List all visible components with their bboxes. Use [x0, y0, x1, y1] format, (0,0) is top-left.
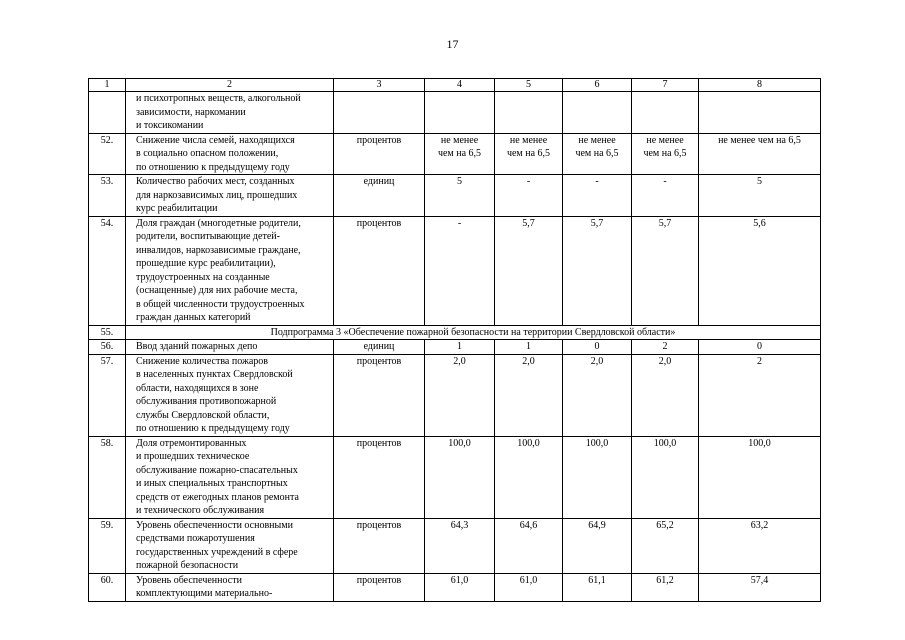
value-cell: 61,0 [495, 573, 563, 601]
indicator-name: Уровень обеспеченности основными средствами пожаротушения государственных учреждений в сфере пожарной безопасности [126, 518, 334, 573]
value-cell: 5,6 [699, 216, 821, 325]
value-cell: 64,3 [425, 518, 495, 573]
header-cell-3: 3 [334, 79, 425, 92]
value-cell: 100,0 [563, 436, 632, 518]
value-cell: 61,2 [632, 573, 699, 601]
value-cell: - [632, 175, 699, 217]
value-cell: 2 [699, 354, 821, 436]
column-number-header-row [89, 79, 821, 92]
value-cell: 0 [563, 340, 632, 355]
value-cell: 5 [699, 175, 821, 217]
value-cell: 2 [632, 340, 699, 355]
value-cell: не менее чем на 6,5 [425, 133, 495, 175]
row-number [89, 92, 126, 134]
value-cell: 5 [425, 175, 495, 217]
row-number: 59. [89, 518, 126, 573]
table-row [89, 133, 821, 175]
indicator-name: Ввод зданий пожарных депо [126, 340, 334, 355]
unit-cell: процентов [334, 436, 425, 518]
value-cell: 5,7 [632, 216, 699, 325]
row-number: 53. [89, 175, 126, 217]
indicator-name: Доля отремонтированных и прошедших техническое обслуживание пожарно-спасательных и иных специальных транспортных средств от ежегодных планов ремонта и технического обслуживания [126, 436, 334, 518]
unit-cell: процентов [334, 133, 425, 175]
value-cell: - [425, 216, 495, 325]
table-row [89, 175, 821, 217]
value-cell: 64,9 [563, 518, 632, 573]
value-cell: 61,1 [563, 573, 632, 601]
value-cell: 64,6 [495, 518, 563, 573]
unit-cell: единиц [334, 175, 425, 217]
table-row [89, 92, 821, 134]
value-cell: 5,7 [563, 216, 632, 325]
value-cell: - [495, 175, 563, 217]
subprogram-row [89, 325, 821, 340]
value-cell: 57,4 [699, 573, 821, 601]
unit-cell: процентов [334, 216, 425, 325]
value-cell: не менее чем на 6,5 [632, 133, 699, 175]
value-cell: 2,0 [495, 354, 563, 436]
row-number: 55. [89, 325, 126, 340]
value-cell: - [563, 175, 632, 217]
table-row [89, 436, 821, 518]
table-row [89, 573, 821, 601]
header-cell-5: 5 [495, 79, 563, 92]
indicators-table [88, 78, 821, 602]
value-cell: 65,2 [632, 518, 699, 573]
value-cell: 0 [699, 340, 821, 355]
header-cell-2: 2 [126, 79, 334, 92]
table-row [89, 340, 821, 355]
row-number: 52. [89, 133, 126, 175]
header-cell-8: 8 [699, 79, 821, 92]
value-cell [632, 92, 699, 134]
value-cell [425, 92, 495, 134]
indicator-name: Доля граждан (многодетные родители, родители, воспитывающие детей- инвалидов, наркозависимые граждане, прошедшие курс реабилитации), трудоустроенных на созданные (оснащенные) для них рабочие места, в общей численности трудоустроенных граждан данных категорий [126, 216, 334, 325]
value-cell: 2,0 [632, 354, 699, 436]
page-number: 17 [446, 37, 459, 51]
indicator-name: Количество рабочих мест, созданных для наркозависимых лиц, прошедших курс реабилитации [126, 175, 334, 217]
value-cell: 100,0 [632, 436, 699, 518]
value-cell: 5,7 [495, 216, 563, 325]
subprogram-title: Подпрограмма 3 «Обеспечение пожарной безопасности на территории Свердловской области» [126, 325, 821, 340]
row-number: 54. [89, 216, 126, 325]
table-row [89, 518, 821, 573]
unit-cell [334, 92, 425, 134]
value-cell: 2,0 [425, 354, 495, 436]
indicator-name: Снижение количества пожаров в населенных пунктах Свердловской области, находящихся в зоне обслуживания противопожарной службы Свердловской области, по отношению к предыдущему году [126, 354, 334, 436]
header-cell-7: 7 [632, 79, 699, 92]
value-cell: не менее чем на 6,5 [563, 133, 632, 175]
row-number: 56. [89, 340, 126, 355]
header-cell-4: 4 [425, 79, 495, 92]
value-cell: не менее чем на 6,5 [495, 133, 563, 175]
value-cell: 61,0 [425, 573, 495, 601]
table-row [89, 354, 821, 436]
value-cell: 100,0 [699, 436, 821, 518]
indicator-name: и психотропных веществ, алкогольной зависимости, наркомании и токсикомании [126, 92, 334, 134]
header-cell-1: 1 [89, 79, 126, 92]
value-cell: 1 [425, 340, 495, 355]
value-cell [563, 92, 632, 134]
row-number: 57. [89, 354, 126, 436]
indicator-name: Уровень обеспеченности комплектующими материально- [126, 573, 334, 601]
row-number: 60. [89, 573, 126, 601]
value-cell: 63,2 [699, 518, 821, 573]
value-cell [495, 92, 563, 134]
value-cell: 100,0 [495, 436, 563, 518]
indicator-name: Снижение числа семей, находящихся в социально опасном положении, по отношению к предыдущему году [126, 133, 334, 175]
header-cell-6: 6 [563, 79, 632, 92]
unit-cell: процентов [334, 573, 425, 601]
unit-cell: процентов [334, 518, 425, 573]
value-cell: не менее чем на 6,5 [699, 133, 821, 175]
value-cell: 100,0 [425, 436, 495, 518]
row-number: 58. [89, 436, 126, 518]
unit-cell: единиц [334, 340, 425, 355]
unit-cell: процентов [334, 354, 425, 436]
table-row [89, 216, 821, 325]
value-cell [699, 92, 821, 134]
value-cell: 2,0 [563, 354, 632, 436]
value-cell: 1 [495, 340, 563, 355]
